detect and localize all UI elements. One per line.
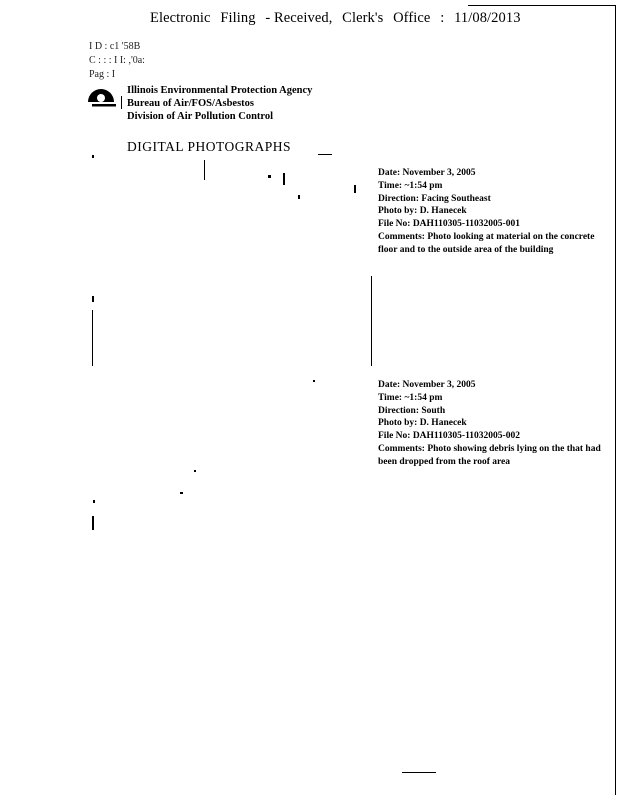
photo-1-photo-by: Photo by: D. Hanecek [378,206,467,217]
scan-artifact [194,470,196,472]
photo-1-frame-right [371,276,372,366]
photo-1-date: Date: November 3, 2005 [378,168,476,178]
header-date: 11/08/2013 [454,10,521,26]
header-word: Office [393,10,431,26]
photo-1-info [378,167,600,257]
photo-2-comments: Comments: Photo showing debris lying on the that had been dropped from the roof area [378,443,601,467]
logo-divider [121,96,122,109]
scan-artifact [180,492,183,494]
photo-2-direction: Direction: South [378,405,446,416]
scan-artifact [92,155,94,158]
header-word: : [440,10,445,26]
bottom-mark [402,772,436,773]
bureau-name: Bureau of Air/FOS/Asbestos [127,98,254,109]
page-border-top [468,5,616,6]
page-border-right [615,5,616,795]
scan-artifact [283,173,285,185]
header-word: Electronic [150,10,211,26]
header-word: - Received, [265,10,333,26]
meta-line-1: I D : c1 '58B [89,41,141,52]
photo-2-file-no: File No: DAH110305-11032005-002 [378,431,520,442]
photo-1-comments: Comments: Photo looking at material on the concrete floor and to the outside area of the building [378,231,595,255]
scan-artifact [268,175,271,178]
meta-line-2: C : : : I I: ,'0a: [89,55,145,66]
meta-line-3: Pag : I [89,69,116,80]
page-title: DIGITAL PHOTOGRAPHS [127,139,292,154]
photo-2-time: Time: ~1:54 pm [378,392,443,403]
header-word: Filing [220,10,256,26]
photo-1-direction: Direction: Facing Southeast [378,193,491,204]
photo-1-time: Time: ~1:54 pm [378,180,443,191]
scan-artifact [298,195,300,199]
scan-artifact [92,516,94,530]
photo-1-file-no: File No: DAH110305-11032005-001 [378,219,520,230]
photo-2-info [378,379,603,469]
header-word: Clerk's [342,10,384,26]
photo-2-photo-by: Photo by: D. Hanecek [378,418,467,429]
agency-name: Illinois Environmental Protection Agency [127,85,313,96]
agency-logo-icon [86,84,120,110]
photo-1-frame-left [92,310,93,366]
scan-artifact [354,185,356,193]
title-mark [318,154,332,155]
filing-header [150,10,527,27]
photo-2-date: Date: November 3, 2005 [378,380,476,390]
division-name: Division of Air Pollution Control [127,111,274,122]
scan-artifact [92,296,94,302]
scan-artifact [204,160,205,180]
scan-artifact [313,380,315,382]
scan-artifact [93,500,95,503]
